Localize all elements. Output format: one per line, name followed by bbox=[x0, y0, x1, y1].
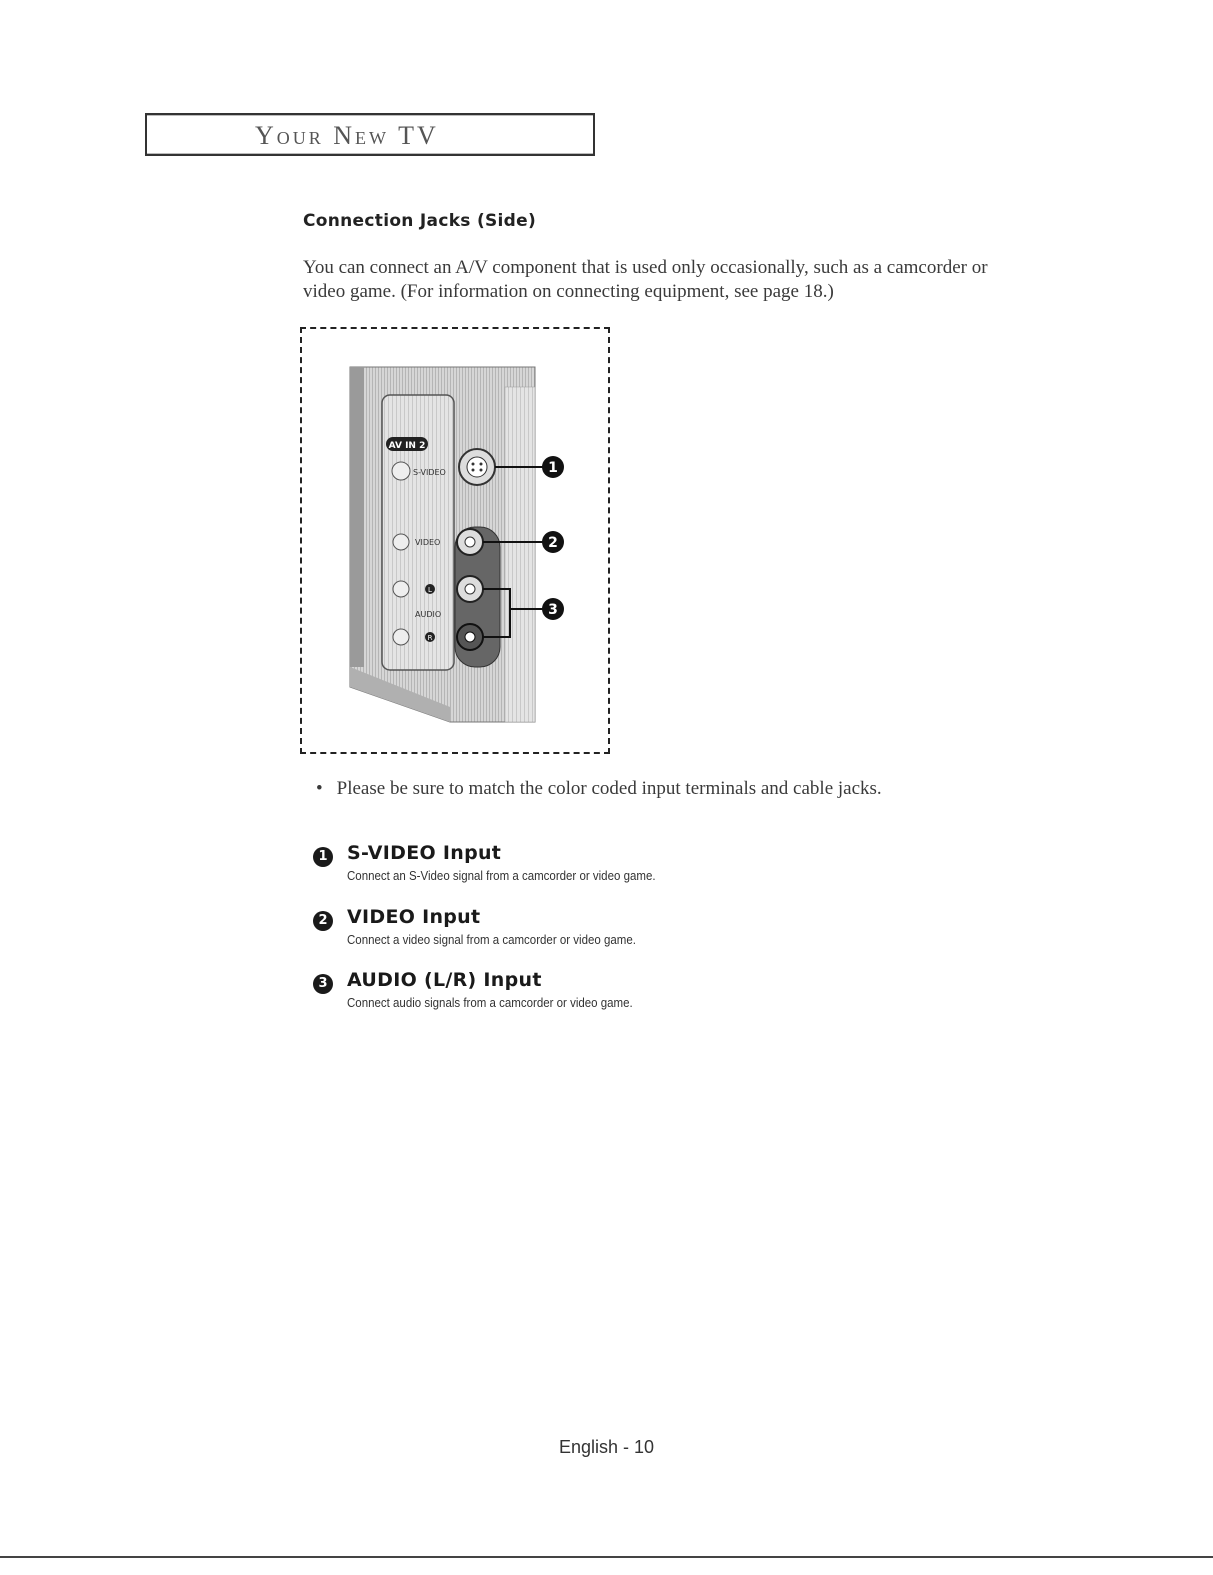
bullet-dot-icon: • bbox=[316, 778, 323, 799]
label-plate bbox=[382, 395, 454, 670]
item-title: AUDIO (L/R) Input bbox=[347, 969, 542, 991]
audio-label: AUDIO bbox=[415, 610, 442, 619]
item-number-badge: 2 bbox=[313, 911, 333, 931]
item-number-badge: 3 bbox=[313, 974, 333, 994]
note-text: Please be sure to match the color coded input terminals and cable jacks. bbox=[336, 778, 882, 799]
side-jacks-illustration bbox=[300, 327, 610, 754]
item-description: Connect an S-Video signal from a camcorder or video game. bbox=[347, 869, 656, 883]
page-number: English - 10 bbox=[558, 1437, 655, 1457]
audio-right-label: R bbox=[427, 634, 433, 642]
page-header bbox=[145, 113, 595, 156]
callout-3-number: 3 bbox=[548, 602, 558, 618]
svideo-label: S-VIDEO bbox=[413, 468, 446, 477]
section-title: Connection Jacks (Side) bbox=[303, 211, 537, 231]
item-description: Connect audio signals from a camcorder or video game. bbox=[347, 996, 633, 1010]
item-number-badge: 1 bbox=[313, 847, 333, 867]
intro-paragraph: You can connect an A/V component that is used only occasionally, such as a camcorder or video game. (For information on connecting equipment, see page 18.) bbox=[303, 257, 988, 302]
audio-left-label: L bbox=[428, 586, 432, 594]
item-title: VIDEO Input bbox=[347, 906, 481, 928]
callout-1-number: 1 bbox=[548, 460, 558, 476]
header-title: Your New TV bbox=[255, 121, 439, 150]
note-bullet bbox=[316, 778, 882, 800]
callout-2-number: 2 bbox=[548, 535, 558, 551]
item-title: S-VIDEO Input bbox=[347, 842, 502, 864]
video-label: VIDEO bbox=[415, 538, 441, 547]
bottom-rule bbox=[0, 1556, 1213, 1558]
item-description: Connect a video signal from a camcorder or video game. bbox=[347, 933, 636, 947]
av-in-badge-label: AV IN 2 bbox=[388, 441, 426, 451]
